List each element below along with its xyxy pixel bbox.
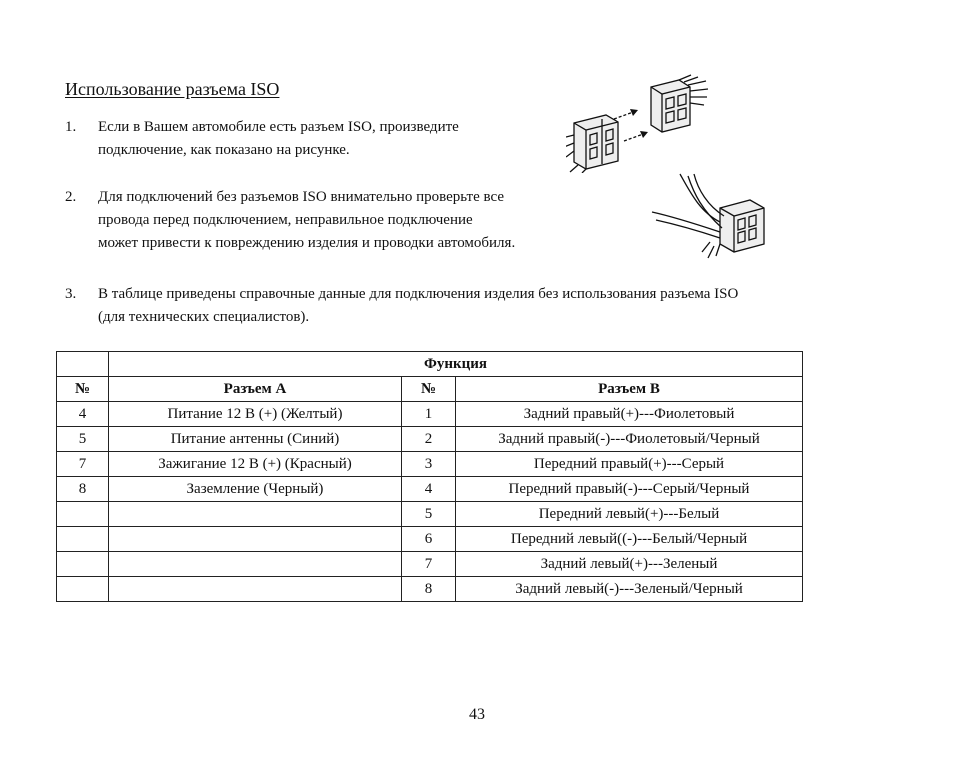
section-title: Использование разъема ISO <box>65 79 280 99</box>
table-cell: 4 <box>57 402 109 427</box>
table-function-header: Функция <box>109 352 803 377</box>
table-cell <box>109 577 402 602</box>
list-item-number: 2. <box>65 189 77 205</box>
table-cell <box>109 552 402 577</box>
list-item-text-line: провода перед подключением, неправильное подключение <box>98 212 473 228</box>
table-cell: 2 <box>402 427 456 452</box>
table-row <box>57 452 803 477</box>
list-item-text-line: Для подключений без разъемов ISO внимательно проверьте все <box>98 189 504 205</box>
table-cell: 8 <box>402 577 456 602</box>
column-header: Разъем А <box>109 377 402 402</box>
list-item-number: 1. <box>65 119 77 135</box>
table-cell: 5 <box>57 427 109 452</box>
table-cell: Передний правый(-)---Серый/Черный <box>456 477 803 502</box>
table-row <box>57 427 803 452</box>
list-item-text-line: Если в Вашем автомобиле есть разъем ISO, произведите <box>98 119 459 135</box>
table-cell: Задний правый(+)---Фиолетовый <box>456 402 803 427</box>
wire-connector-illustration <box>650 172 775 260</box>
table-cell: Передний левый(+)---Белый <box>456 502 803 527</box>
list-item-3 <box>65 283 738 329</box>
list-item-number: 3. <box>65 286 77 302</box>
table-header-row <box>57 377 803 402</box>
table-cell: 1 <box>402 402 456 427</box>
table-cell <box>57 502 109 527</box>
table-cell: 5 <box>402 502 456 527</box>
table-row <box>57 552 803 577</box>
table-cell <box>57 577 109 602</box>
list-item-2 <box>65 186 515 255</box>
table-row <box>57 577 803 602</box>
table-cell <box>57 527 109 552</box>
table-cell: Передний левый((-)---Белый/Черный <box>456 527 803 552</box>
table-cell: Передний правый(+)---Серый <box>456 452 803 477</box>
list-item-1 <box>65 116 459 162</box>
table-cell: Зажигание 12 В (+) (Красный) <box>109 452 402 477</box>
list-item-text-line: может привести к повреждению изделия и проводки автомобиля. <box>98 235 516 251</box>
table-cell: Задний левый(-)---Зеленый/Черный <box>456 577 803 602</box>
pinout-table <box>56 351 803 602</box>
table-cell <box>57 552 109 577</box>
table-cell: Задний левый(+)---Зеленый <box>456 552 803 577</box>
table-row <box>57 477 803 502</box>
table-cell: 4 <box>402 477 456 502</box>
table-cell: 8 <box>57 477 109 502</box>
column-header: № <box>402 377 456 402</box>
table-cell: 7 <box>57 452 109 477</box>
table-cell <box>109 527 402 552</box>
table-cell: 3 <box>402 452 456 477</box>
column-header: Разъем В <box>456 377 803 402</box>
table-row <box>57 502 803 527</box>
list-item-text-line: (для технических специалистов). <box>98 309 310 325</box>
table-cell: 7 <box>402 552 456 577</box>
page-number: 43 <box>469 706 485 723</box>
table-cell: 6 <box>402 527 456 552</box>
table-empty-cell <box>57 352 109 377</box>
table-cell: Питание антенны (Синий) <box>109 427 402 452</box>
table-cell <box>109 502 402 527</box>
table-cell: Заземление (Черный) <box>109 477 402 502</box>
table-row <box>57 402 803 427</box>
table-cell: Питание 12 В (+) (Желтый) <box>109 402 402 427</box>
list-item-text-line: В таблице приведены справочные данные для подключения изделия без использования разъема ISO <box>98 286 739 302</box>
column-header: № <box>57 377 109 402</box>
table-cell: Задний правый(-)---Фиолетовый/Черный <box>456 427 803 452</box>
table-function-row <box>57 352 803 377</box>
table-row <box>57 527 803 552</box>
iso-connector-illustration <box>566 73 711 173</box>
list-item-text-line: подключение, как показано на рисунке. <box>98 142 350 158</box>
